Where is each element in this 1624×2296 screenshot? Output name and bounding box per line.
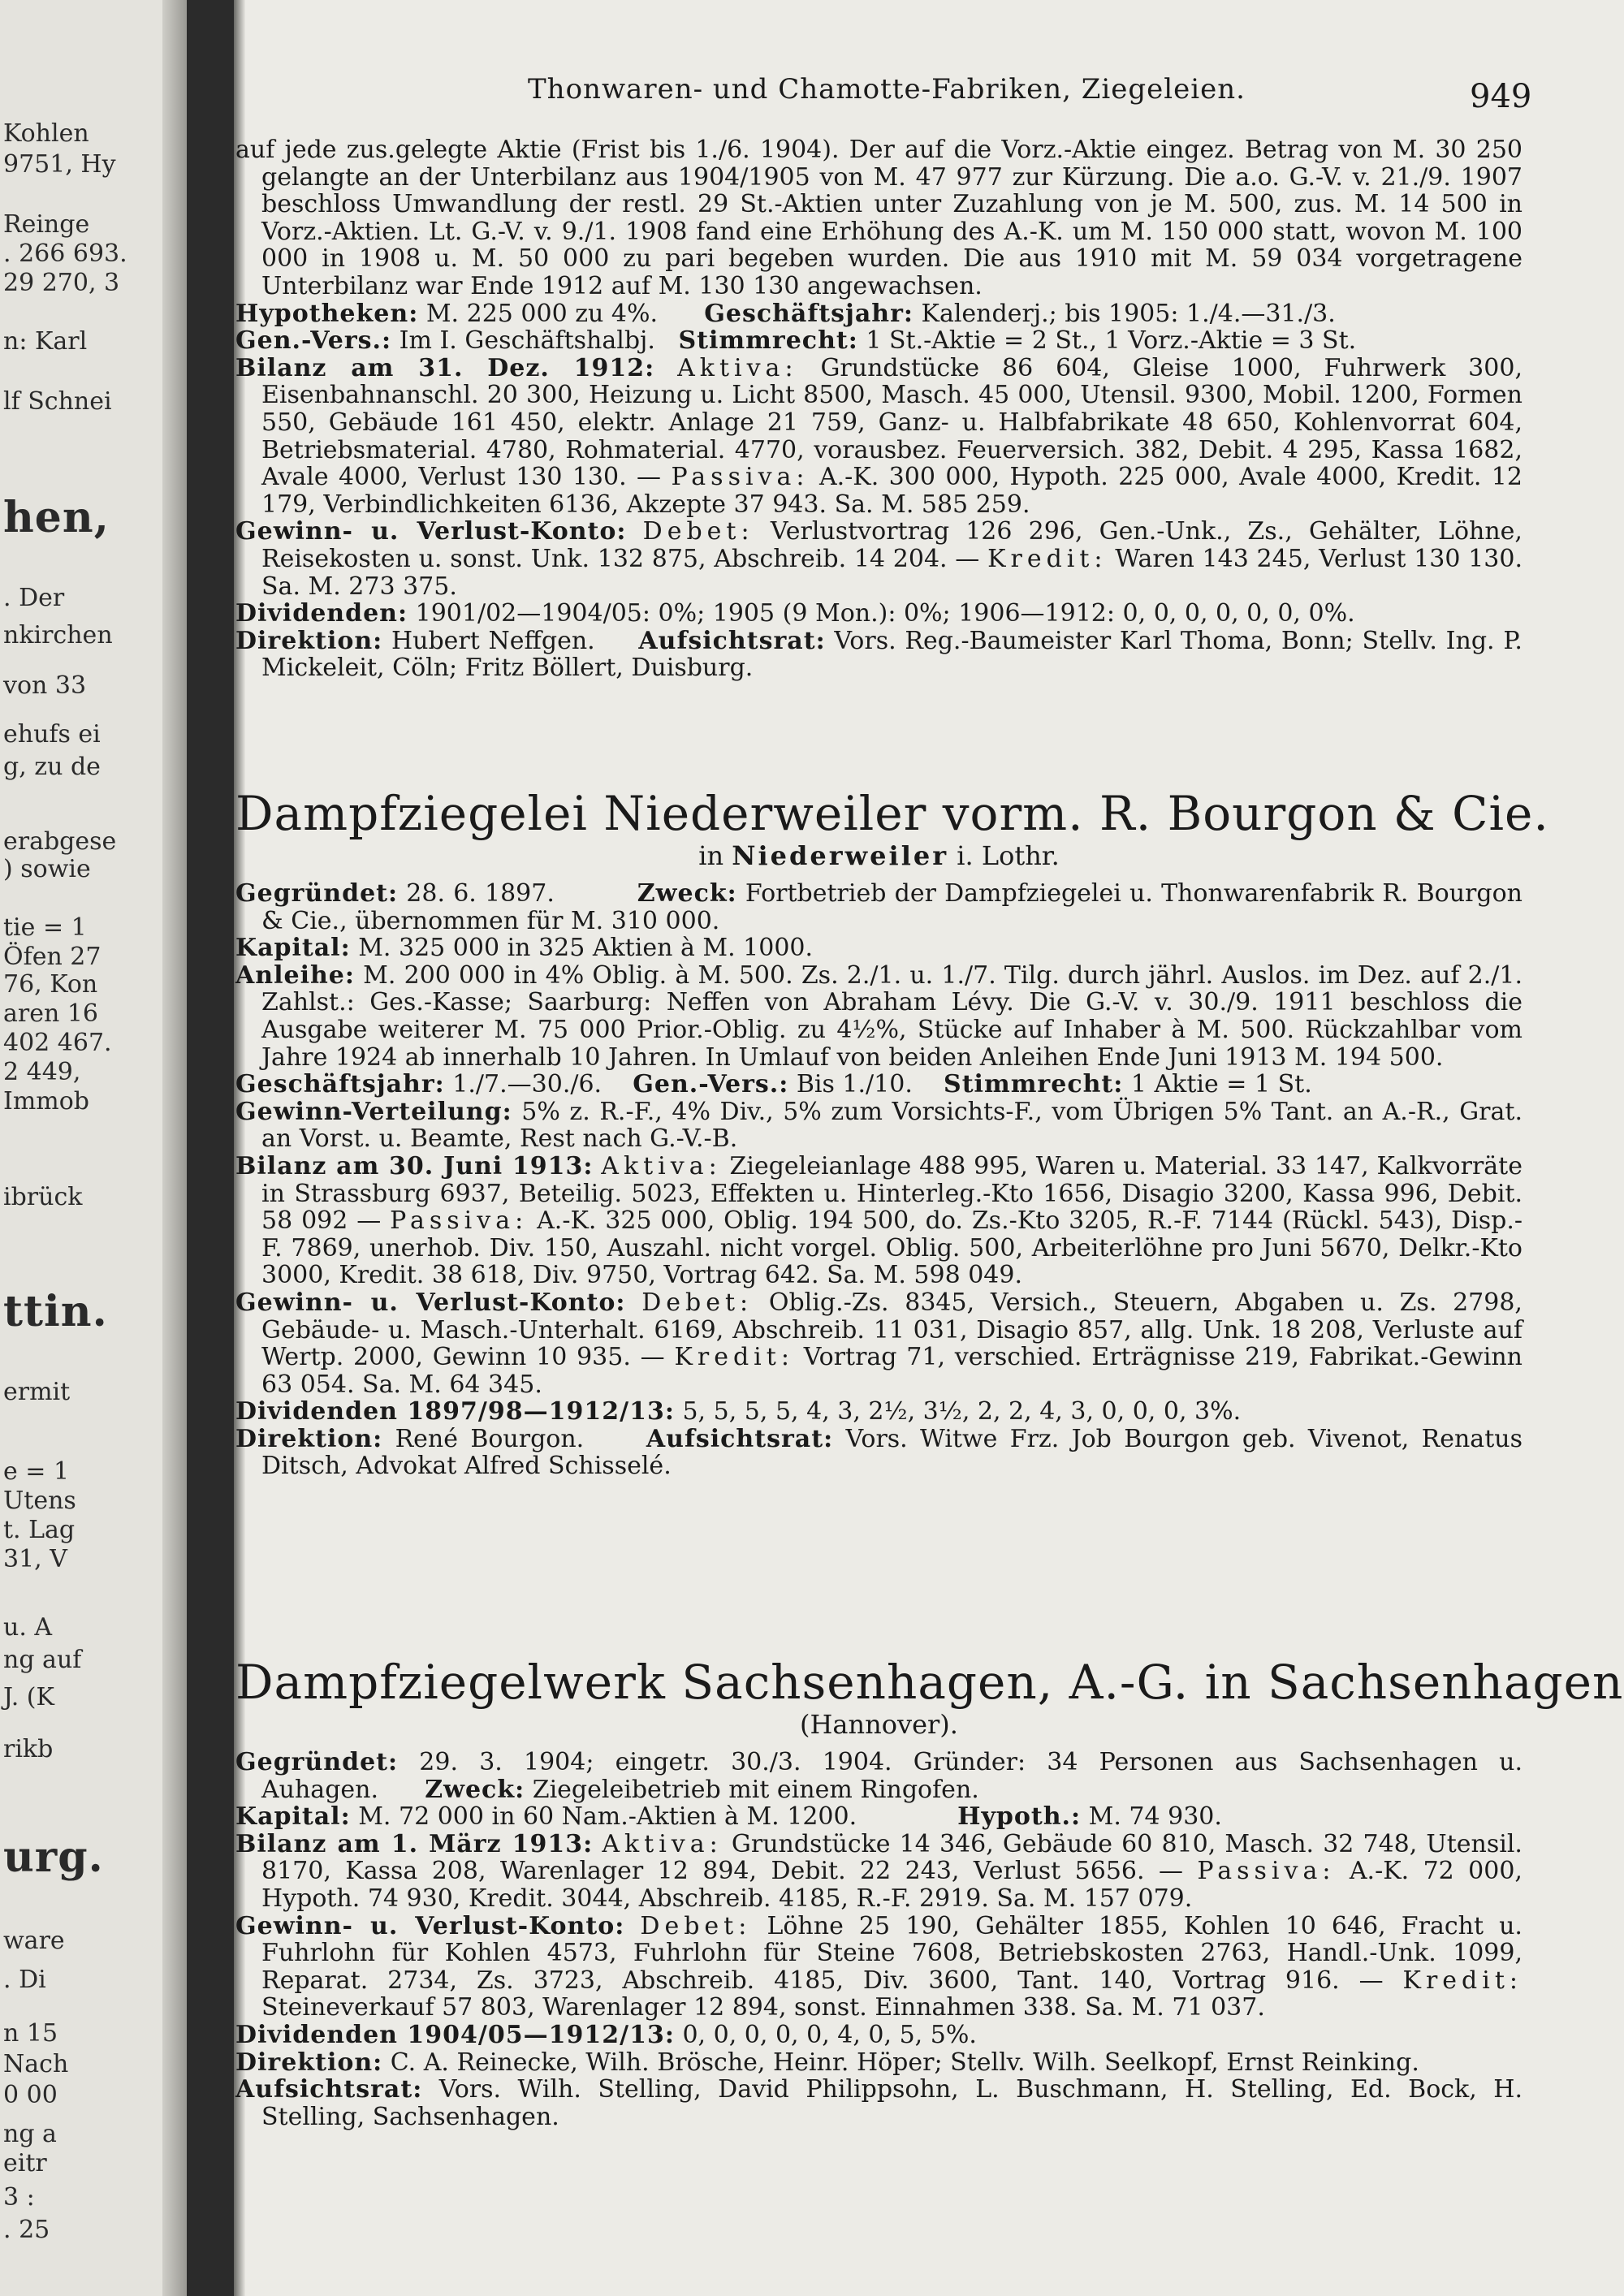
left-fragment: ware: [3, 1927, 65, 1955]
left-fragment: hen,: [3, 493, 110, 542]
history-paragraph: auf jede zus.gelegte Aktie (Frist bis 1./6. 1904). Der auf die Vorz.-Aktie eingez. Betrag von M. 30 250 gelangte an der Unterbilanz aus 1904/1905 von M. 47 977 zur Kürzung. Die a.o. G.-V. v. 21./9. 1907 beschloss Umwandlung der restl. 29 St.-Aktien unter Zuzahlung von je M. 500, zus. M. 14 500 in Vorz.-Aktien. Lt. G.-V. v. 9./1. 1908 fand eine Erhöhung des A.-K. um M. 150 000 statt, wovon M. 100 000 in 1908 u. M. 50 000 zu pari begeben wurden. Die aus 1910 mit M. 59 034 vorgetragene Unterbilanz war Ende 1912 auf M. 130 130 angewachsen.: [235, 136, 1522, 300]
left-fragment: ermit: [3, 1378, 71, 1406]
left-fragment: eitr: [3, 2149, 47, 2177]
left-fragment: Immob: [3, 1087, 90, 1116]
left-fragment: ) sowie: [3, 855, 91, 883]
left-fragment: nkirchen: [3, 621, 113, 650]
left-fragment: Kohlen: [3, 119, 89, 148]
founded-line: Gegründet: 29. 3. 1904; eingetr. 30./3. 1904. Gründer: 34 Personen aus Sachsenhagen u. Auhagen. Zweck: Ziegeleibetrieb mit einem Ringofen.: [235, 1748, 1522, 1804]
left-fragment: Reinge: [3, 210, 90, 239]
profit-loss-account: Gewinn- u. Verlust-Konto: Debet: Verlustvortrag 126 296, Gen.-Unk., Zs., Gehälter, Löhne, Reisekosten u. sonst. Unk. 132 875, Abschreib. 14 204. — Kredit: Waren 143 245, Verlust 130 130. Sa. M. 273 375.: [235, 517, 1522, 601]
founded-line: Gegründet: 28. 6. 1897. Zweck: Fortbetrieb der Dampfziegelei u. Thonwarenfabrik R. Bourgon & Cie., übernommen für M. 310 000.: [235, 879, 1522, 935]
entry-niederweiler: [235, 786, 1549, 1481]
left-fragment: 9751, Hy: [3, 150, 116, 179]
left-fragment: . Der: [3, 584, 65, 612]
firm-title: Dampfziegelwerk Sachsenhagen, A.-G. in Sachsenhagen: [235, 1655, 1624, 1710]
left-fragment: J. (K: [3, 1683, 54, 1711]
left-fragment: ng auf: [3, 1646, 82, 1674]
profit-distribution-line: Gewinn-Verteilung: 5% z. R.-F., 4% Div., 5% zum Vorsichts-F., vom Übrigen 5% Tant. an A.-R., Grat. an Vorst. u. Beamte, Rest nach G.-V.-B.: [235, 1097, 1522, 1154]
left-fragment: 2 449,: [3, 1058, 81, 1086]
running-head: Thonwaren- und Chamotte-Fabriken, Ziegeleien.: [528, 73, 1246, 106]
left-fragment: e = 1: [3, 1457, 70, 1486]
left-fragment: ng a: [3, 2120, 57, 2148]
board-line: Direktion: Hubert Neffgen. Aufsichtsrat: Vors. Reg.-Baumeister Karl Thoma, Bonn; Stellv. Ing. P. Mickeleit, Cöln; Fritz Böllert, Duisburg.: [235, 626, 1522, 683]
dividends-line: Dividenden: 1901/02—1904/05: 0%; 1905 (9 Mon.): 0%; 1906—1912: 0, 0, 0, 0, 0, 0, 0%.: [235, 599, 1355, 628]
board-line: Direktion: René Bourgon. Aufsichtsrat: Vors. Witwe Frz. Job Bourgon geb. Vivenot, Renatus Ditsch, Advokat Alfred Schisselé.: [235, 1424, 1522, 1481]
firm-location: in Niederweiler i. Lothr.: [698, 840, 1060, 871]
left-fragment: erabgese: [3, 827, 117, 856]
left-fragment: ibrück: [3, 1183, 83, 1211]
left-fragment: Öfen 27: [3, 943, 102, 971]
firm-title: Dampfziegelei Niederweiler vorm. R. Bourgon & Cie.: [235, 786, 1549, 841]
left-fragment: 29 270, 3: [3, 269, 120, 297]
balance-sheet: Bilanz am 1. März 1913: Aktiva: Grundstücke 14 346, Gebäude 60 810, Masch. 32 748, Utensil. 8170, Kassa 208, Warenlager 12 894, Debit. 22 243, Verlust 5656. — Passiva: A.-K. 72 000, Hypoth. 74 930, Kredit. 3044, Abschreib. 4185, R.-F. 2919. Sa. M. 157 079.: [235, 1829, 1522, 1913]
page-number: 949: [1470, 78, 1532, 115]
left-fragment: ttin.: [3, 1287, 108, 1336]
left-fragment: rikb: [3, 1735, 54, 1763]
fiscal-year-line: Geschäftsjahr: 1./7.—30./6. Gen.-Vers.: Bis 1./10. Stimmrecht: 1 Aktie = 1 St.: [235, 1070, 1312, 1099]
left-fragment: urg.: [3, 1832, 104, 1882]
book-binding: [187, 0, 234, 2296]
balance-sheet: Bilanz am 30. Juni 1913: Aktiva: Ziegeleianlage 488 995, Waren u. Material. 33 147, Kalkvorräte in Strassburg 6937, Beteilig. 5023, Effekten u. Hinterleg.-Kto 1656, Disagio 3200, Kassa 996, Debit. 58 092 — Passiva: A.-K. 325 000, Oblig. 194 500, do. Zs.-Kto 3205, R.-F. 7144 (Rückl. 543), Disp.-F. 7869, unerhob. Div. 150, Auszahl. nicht vorgel. Oblig. 500, Arbeiterlöhne pro Juni 5670, Delkr.-Kto 3000, Kredit. 38 618, Div. 9750, Vortrag 642. Sa. M. 598 049.: [235, 1151, 1522, 1290]
main-column: [235, 0, 1624, 2296]
left-fragment: t. Lag: [3, 1516, 76, 1544]
left-fragment: von 33: [3, 671, 87, 700]
direction-line: Direktion: C. A. Reinecke, Wilh. Brösche, Heinr. Höper; Stellv. Wilh. Seelkopf, Ernst Reinking.: [235, 2048, 1419, 2077]
left-page-strip: [0, 0, 183, 2296]
left-fragment: 0 00: [3, 2081, 58, 2109]
left-fragment: . 25: [3, 2216, 50, 2244]
left-fragment: g, zu de: [3, 753, 101, 781]
profit-loss-account: Gewinn- u. Verlust-Konto: Debet: Löhne 25 190, Gehälter 1855, Kohlen 10 646, Fracht u. Fuhrlohn für Kohlen 4573, Fuhrlohn für Steine 7608, Betriebskosten 2763, Handl.-Unk. 1099, Reparat. 2734, Zs. 3723, Abschreib. 4185, Div. 3600, Tant. 140, Vortrag 916. — Kredit: Steineverkauf 57 803, Warenlager 12 894, sonst. Einnahmen 338. Sa. M. 71 037.: [235, 1911, 1522, 2022]
left-fragment: . 266 693.: [3, 240, 127, 268]
dividends-line: Dividenden 1904/05—1912/13: 0, 0, 0, 0, 0, 4, 0, 5, 5%.: [235, 2020, 977, 2049]
left-fragment: tie = 1: [3, 913, 87, 942]
capital-line: Kapital: M. 325 000 in 325 Aktien à M. 1000.: [235, 934, 814, 963]
firm-location: (Hannover).: [800, 1709, 958, 1740]
left-fragment: 402 467.: [3, 1029, 112, 1057]
loan-line: Anleihe: M. 200 000 in 4% Oblig. à M. 500. Zs. 2./1. u. 1./7. Tilg. durch jährl. Auslos. im Dez. auf 2./1. Zahlst.: Ges.-Kasse; Saarburg: Neffen von Abraham Lévy. Die G.-V. v. 30./9. 1911 beschloss die Ausgabe weiterer M. 75 000 Prior.-Oblig. zu 4½%, Stücke auf Inhaber à M. 500. Rückzahlbar vom Jahre 1924 ab innerhalb 10 Jahren. In Umlauf von beiden Anleihen Ende Juni 1913 M. 194 500.: [235, 960, 1522, 1072]
page-gutter-shadow: [162, 0, 187, 2296]
left-fragment: u. A: [3, 1613, 53, 1642]
capital-line: Kapital: M. 72 000 in 60 Nam.-Aktien à M. 1200. Hypoth.: M. 74 930.: [235, 1802, 1222, 1832]
mortgage-line: Hypotheken: M. 225 000 zu 4%. Geschäftsjahr: Kalenderj.; bis 1905: 1./4.—31./3.: [235, 299, 1336, 328]
left-fragment: 31, V: [3, 1545, 67, 1573]
balance-sheet: Bilanz am 31. Dez. 1912: Aktiva: Grundstücke 86 604, Gleise 1000, Fuhrwerk 300, Eisenbahnanschl. 20 300, Heizung u. Licht 8500, Masch. 45 000, Utensil. 9300, Mobil. 1200, Formen 550, Gebäude 161 450, elektr. Anlage 21 759, Ganz- u. Halbfabrikate 48 650, Kohlenvorrat 604, Betriebsmaterial. 4780, Rohmaterial. 4770, vorausbez. Feuerversich. 382, Debit. 4 295, Kassa 1682, Avale 4000, Verlust 130 130. — Passiva: A.-K. 300 000, Hypoth. 225 000, Avale 4000, Kredit. 12 179, Verbindlichkeiten 6136, Akzepte 37 943. Sa. M. 585 259.: [235, 353, 1522, 519]
meeting-line: Gen.-Vers.: Im I. Geschäftshalbj. Stimmrecht: 1 St.-Aktie = 2 St., 1 Vorz.-Aktie = 3 St.: [235, 326, 1357, 356]
profit-loss-account: Gewinn- u. Verlust-Konto: Debet: Oblig.-Zs. 8345, Versich., Steuern, Abgaben u. Zs. 2798, Gebäude- u. Masch.-Unterhalt. 6169, Abschreib. 11 031, Disagio 857, allg. Unk. 18 208, Verluste auf Wertp. 2000, Gewinn 10 935. — Kredit: Vortrag 71, verschied. Erträgnisse 219, Fabrikat.-Gewinn 63 054. Sa. M. 64 345.: [235, 1288, 1522, 1399]
supervisory-board-line: Aufsichtsrat: Vors. Wilh. Stelling, David Philippsohn, L. Buschmann, H. Stelling, Ed. Bock, H. Stelling, Sachsenhagen.: [235, 2075, 1522, 2131]
left-fragment: n 15: [3, 2019, 58, 2048]
left-fragment: lf Schnei: [3, 387, 112, 416]
left-fragment: 76, Kon: [3, 970, 98, 999]
dividends-line: Dividenden 1897/98—1912/13: 5, 5, 5, 5, 4, 3, 2½, 3½, 2, 2, 4, 3, 0, 0, 0, 3%.: [235, 1397, 1242, 1426]
entry-sachsenhagen: [235, 1655, 1624, 2131]
left-fragment: aren 16: [3, 999, 99, 1028]
left-fragment: 3 :: [3, 2183, 35, 2212]
continued-entry: [235, 136, 1522, 682]
left-fragment: ehufs ei: [3, 720, 101, 749]
left-fragment: n: Karl: [3, 327, 88, 356]
left-fragment: . Di: [3, 1966, 46, 1994]
left-fragment: Nach: [3, 2050, 69, 2078]
left-fragment: Utens: [3, 1487, 76, 1515]
